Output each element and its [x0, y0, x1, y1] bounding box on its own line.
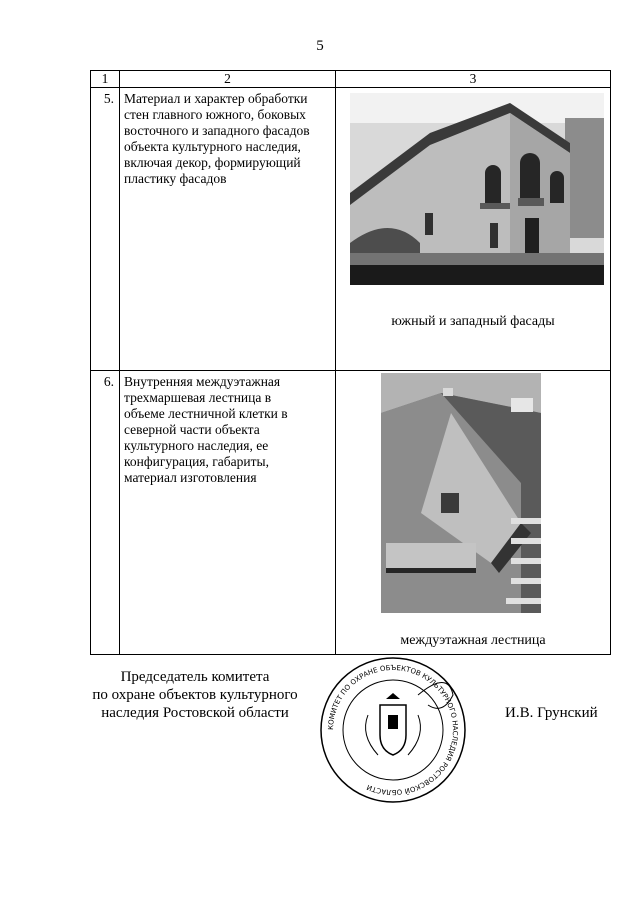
signer-name: И.В. Грунский: [505, 705, 598, 721]
description-line: стен главного южного, боковых: [124, 107, 306, 122]
signatory-position: [70, 668, 320, 722]
row-number: 5.: [91, 88, 120, 371]
description-line: Внутренняя междуэтажная: [124, 374, 281, 389]
photo-cell: [336, 371, 611, 655]
table-header-row: [91, 71, 611, 88]
description-line: северной части объекта: [124, 422, 260, 437]
table-row: [91, 88, 611, 371]
description-line: восточного и западного фасадов: [124, 123, 310, 138]
seal-text: КОМИТЕТ ПО ОХРАНЕ ОБЪЕКТОВ КУЛЬТУРНОГО НАСЛЕДИЯ РОСТОВСКОЙ ОБЛАСТИ: [326, 663, 460, 797]
building-facade-photo: [350, 93, 604, 285]
header-cell-2: 2: [120, 71, 336, 88]
description-line: культурного наследия, ее: [124, 438, 269, 453]
table-row: [91, 371, 611, 655]
header-cell-3: 3: [336, 71, 611, 88]
position-line: наследия Ростовской области: [101, 705, 289, 721]
photo-caption: междуэтажная лестница: [400, 633, 546, 648]
svg-text:КОМИТЕТ ПО ОХРАНЕ ОБЪЕКТОВ КУЛ: [327, 664, 459, 796]
description-line: материал изготовления: [124, 470, 257, 485]
description-line: Материал и характер обработки: [124, 91, 308, 106]
description-line: трехмаршевая лестница в: [124, 390, 272, 405]
description-line: пластику фасадов: [124, 171, 227, 186]
description-line: объекта культурного наследия,: [124, 139, 301, 154]
coat-of-arms-icon: [366, 693, 421, 755]
description-line: включая декор, формирующий: [124, 155, 301, 170]
row-description: [120, 371, 336, 655]
position-line: Председатель комитета: [120, 669, 270, 685]
row-number: 6.: [91, 371, 120, 655]
row-description: [120, 88, 336, 371]
page-number: 5: [316, 38, 324, 54]
official-seal: [318, 655, 468, 805]
description-line: объеме лестничной клетки в: [124, 406, 288, 421]
description-line: конфигурация, габариты,: [124, 454, 269, 469]
photo-caption: южный и западный фасады: [391, 314, 555, 329]
photo-cell: [336, 88, 611, 371]
header-cell-1: 1: [91, 71, 120, 88]
position-line: по охране объектов культурного: [92, 687, 298, 703]
staircase-photo: [381, 373, 541, 613]
objects-table: [90, 70, 611, 655]
